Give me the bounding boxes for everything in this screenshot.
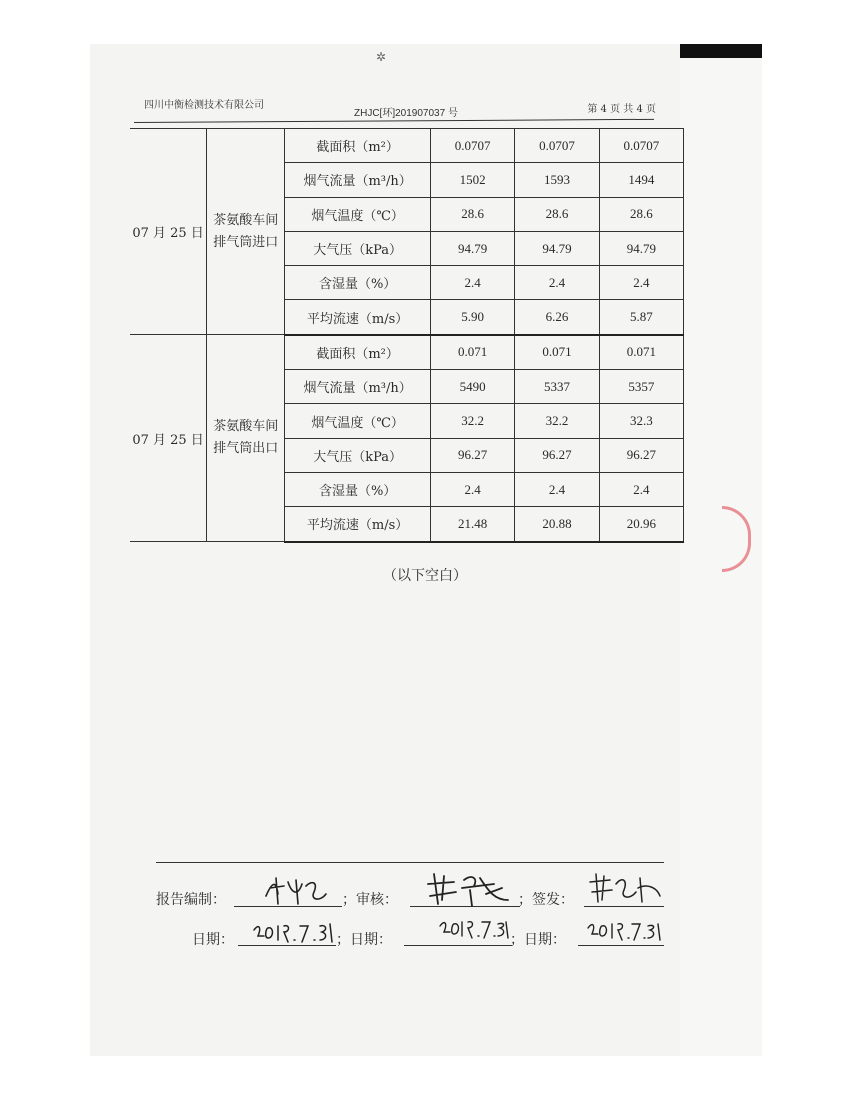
value-cell: 28.6 — [515, 197, 599, 231]
location-line: 茶氨酸车间 — [213, 212, 279, 228]
sampling-location-cell — [207, 129, 285, 335]
value-cell: 96.27 — [515, 438, 599, 472]
value-cell: 94.79 — [515, 231, 599, 265]
report-number: ZHJC[环]201907037 号 — [354, 108, 458, 119]
value-cell: 21.48 — [431, 507, 515, 542]
parameter-cell: 截面积（m²） — [285, 335, 431, 370]
value-cell: 5.90 — [431, 300, 515, 335]
value-cell: 32.2 — [431, 404, 515, 438]
company-name: 四川中衡检测技术有限公司 — [144, 100, 264, 111]
value-cell: 28.6 — [599, 197, 683, 231]
value-cell: 96.27 — [599, 438, 683, 472]
value-cell: 1502 — [431, 163, 515, 197]
blank-below-note: （以下空白） — [383, 568, 467, 584]
value-cell: 5357 — [599, 370, 683, 404]
value-cell: 28.6 — [431, 197, 515, 231]
parameter-cell: 平均流速（m/s） — [285, 300, 431, 335]
date-2 — [436, 944, 441, 945]
sampling-date-cell: 07 月 25 日 — [130, 129, 207, 335]
value-cell: 32.2 — [515, 404, 599, 438]
value-cell: 0.071 — [599, 335, 683, 370]
value-cell: 2.4 — [599, 266, 683, 300]
value-cell: 20.88 — [515, 507, 599, 542]
parameter-cell: 大气压（kPa） — [285, 438, 431, 472]
measurement-table — [130, 128, 684, 543]
issuer-name — [586, 906, 588, 907]
parameter-cell: 大气压（kPa） — [285, 231, 431, 265]
location-line: 排气筒进口 — [213, 234, 279, 250]
parameter-cell: 烟气温度（℃） — [285, 197, 431, 231]
value-cell: 20.96 — [599, 507, 683, 542]
value-cell: 94.79 — [599, 231, 683, 265]
value-cell: 0.071 — [431, 335, 515, 370]
value-cell: 5337 — [515, 370, 599, 404]
parameter-cell: 烟气流量（m³/h） — [285, 370, 431, 404]
compiler-handwritten-signature — [262, 874, 332, 908]
value-cell: 0.0707 — [431, 129, 515, 163]
signature-divider — [156, 862, 664, 863]
page-header — [144, 96, 656, 118]
value-cell: 5490 — [431, 370, 515, 404]
date-handwritten-3 — [584, 916, 666, 944]
location-line: 茶氨酸车间 — [213, 419, 279, 435]
value-cell: 0.0707 — [599, 129, 683, 163]
date-3 — [584, 944, 589, 945]
binding-mark: ✲ — [376, 50, 387, 64]
parameter-cell: 截面积（m²） — [285, 129, 431, 163]
date-handwritten-2 — [436, 914, 512, 942]
scan-edge-shadow — [680, 44, 762, 58]
value-cell: 2.4 — [431, 472, 515, 506]
value-cell: 5.87 — [599, 300, 683, 335]
value-cell: 2.4 — [515, 472, 599, 506]
parameter-cell: 烟气温度（℃） — [285, 404, 431, 438]
date-1 — [250, 944, 255, 945]
reviewer-handwritten-signature — [424, 870, 514, 910]
parameter-cell: 含湿量（%） — [285, 472, 431, 506]
value-cell: 94.79 — [431, 231, 515, 265]
compiler-name — [262, 906, 264, 907]
value-cell: 0.071 — [515, 335, 599, 370]
value-cell: 2.4 — [515, 266, 599, 300]
date-handwritten-1 — [250, 918, 336, 946]
parameter-cell: 平均流速（m/s） — [285, 507, 431, 542]
value-cell: 96.27 — [431, 438, 515, 472]
sampling-date-cell: 07 月 25 日 — [130, 335, 207, 542]
table-row — [130, 129, 684, 163]
value-cell: 1593 — [515, 163, 599, 197]
value-cell: 1494 — [599, 163, 683, 197]
reviewer-name — [424, 906, 426, 907]
date-label: ；日期： — [336, 932, 392, 948]
issuer-handwritten-signature — [586, 872, 666, 908]
parameter-cell: 烟气流量（m³/h） — [285, 163, 431, 197]
table-row — [130, 335, 684, 370]
reviewer-label: ；审核： — [342, 892, 398, 908]
value-cell: 2.4 — [599, 472, 683, 506]
sampling-location-cell — [207, 335, 285, 542]
value-cell: 2.4 — [431, 266, 515, 300]
parameter-cell: 含湿量（%） — [285, 266, 431, 300]
value-cell: 32.3 — [599, 404, 683, 438]
page-number: 第 4 页 共 4 页 — [587, 104, 656, 115]
value-cell: 0.0707 — [515, 129, 599, 163]
issuer-label: ；签发： — [518, 892, 574, 908]
location-line: 排气筒出口 — [213, 441, 279, 457]
value-cell: 6.26 — [515, 300, 599, 335]
date-label: 日期： — [192, 932, 234, 948]
compiler-label: 报告编制： — [156, 892, 226, 908]
date-label: ；日期： — [510, 932, 566, 948]
